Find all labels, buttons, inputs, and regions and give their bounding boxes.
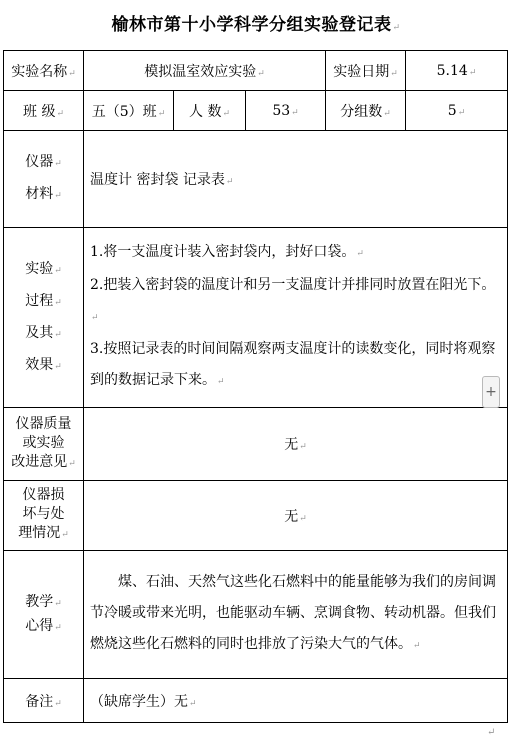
damage-value[interactable]: 无↵ [84, 481, 508, 551]
form-title [0, 10, 512, 35]
people-label: 人 数↵ [174, 91, 246, 131]
process-step-2: 2.把装入密封袋的温度计和另一支温度计并排同时放置在阳光下。↵ [90, 277, 496, 323]
experiment-date-value[interactable]: 5.14↵ [406, 51, 508, 91]
row-instruments [4, 131, 508, 228]
row-class-info [4, 91, 508, 131]
row-notes [4, 679, 508, 723]
notes-value[interactable]: （缺席学生）无↵ [84, 679, 508, 723]
class-value[interactable]: 五（5）班↵ [84, 91, 174, 131]
row-experiment-name [4, 51, 508, 91]
title-text: 榆林市第十小学科学分组实验登记表 [111, 15, 392, 35]
process-value[interactable] [84, 228, 508, 408]
paragraph-mark-icon: ↵ [392, 23, 401, 33]
experiment-name-value[interactable]: 模拟温室效应实验↵ [84, 51, 326, 91]
registration-table [3, 50, 508, 723]
people-value[interactable]: 53↵ [246, 91, 326, 131]
groups-value[interactable]: 5↵ [406, 91, 508, 131]
process-step-3: 3.按照记录表的时间间隔观察两支温度计的读数变化，同时将观察到的数据记录下来。↵ [90, 341, 496, 388]
reflection-label: 教学↵ 心得↵ [4, 551, 84, 679]
process-step-1: 1.将一支温度计装入密封袋内，封好口袋。↵ [90, 244, 364, 260]
experiment-date-label: 实验日期↵ [326, 51, 406, 91]
quality-label: 仪器质量 或实验 改进意见↵ [4, 408, 84, 481]
row-process [4, 228, 508, 408]
groups-label: 分组数↵ [326, 91, 406, 131]
class-label: 班 级↵ [4, 91, 84, 131]
experiment-name-label: 实验名称↵ [4, 51, 84, 91]
reflection-value[interactable]: 煤、石油、天然气这些化石燃料中的能量能够为我们的房间调节冷暖或带来光明，也能驱动车辆、烹调食物、转动机器。但我们燃烧这些化石燃料的同时也排放了污染大气的气体。↵ [84, 551, 508, 679]
instruments-value[interactable]: 温度计 密封袋 记录表↵ [84, 131, 508, 228]
add-row-button[interactable]: + [482, 376, 500, 408]
process-label: 实验↵ 过程↵ 及其↵ 效果↵ [4, 228, 84, 408]
end-paragraph-mark-icon: ↵ [487, 727, 496, 738]
row-reflection [4, 551, 508, 679]
quality-value[interactable]: 无↵ [84, 408, 508, 481]
instruments-label: 仪器↵ 材料↵ [4, 131, 84, 228]
notes-label: 备注↵ [4, 679, 84, 723]
damage-label: 仪器损 坏与处 理情况↵ [4, 481, 84, 551]
row-quality [4, 408, 508, 481]
row-damage [4, 481, 508, 551]
